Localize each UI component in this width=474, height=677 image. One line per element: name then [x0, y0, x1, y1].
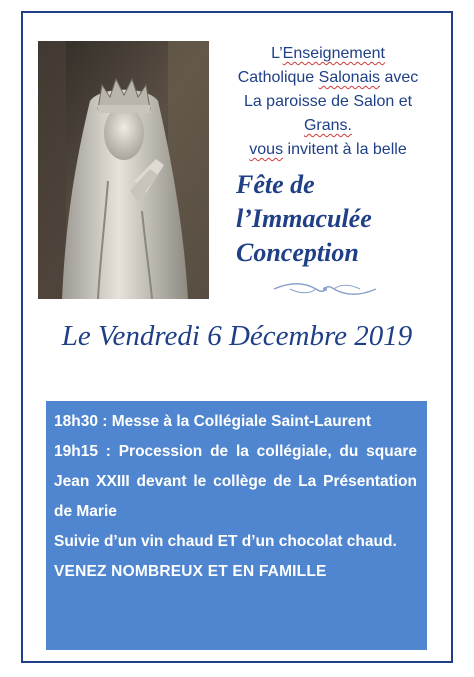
title-line-2: l’Immaculée [236, 204, 372, 233]
event-date: Le Vendredi 6 Décembre 2019 [61, 320, 413, 352]
intro-line-4: Grans. [303, 117, 352, 134]
flourish-ornament-icon [270, 280, 380, 298]
program-item-procession: 19h15 : Procession de la collégiale, du square Jean XXIII devant le collège de La Présentation de Marie [54, 443, 417, 520]
title-line-3: Conception [236, 238, 359, 267]
program-item-refreshments: Suivie d’un vin chaud ET d’un chocolat chaud. [54, 533, 397, 550]
program-item-invitation: VENEZ NOMBREUX ET EN FAMILLE [54, 563, 327, 580]
intro-line-2: Catholique Salonais avec [237, 69, 419, 86]
virgin-mary-statue-photo [38, 41, 209, 299]
intro-line-1: L’Enseignement [271, 45, 385, 62]
intro-text [228, 42, 428, 162]
program-item-mass: 18h30 : Messe à la Collégiale Saint-Laurent [54, 413, 372, 430]
event-title [236, 168, 436, 270]
intro-line-5: vous invitent à la belle [249, 141, 407, 158]
program-box [46, 401, 427, 650]
intro-line-3: La paroisse de Salon et [243, 93, 413, 110]
title-line-1: Fête de [236, 170, 315, 199]
